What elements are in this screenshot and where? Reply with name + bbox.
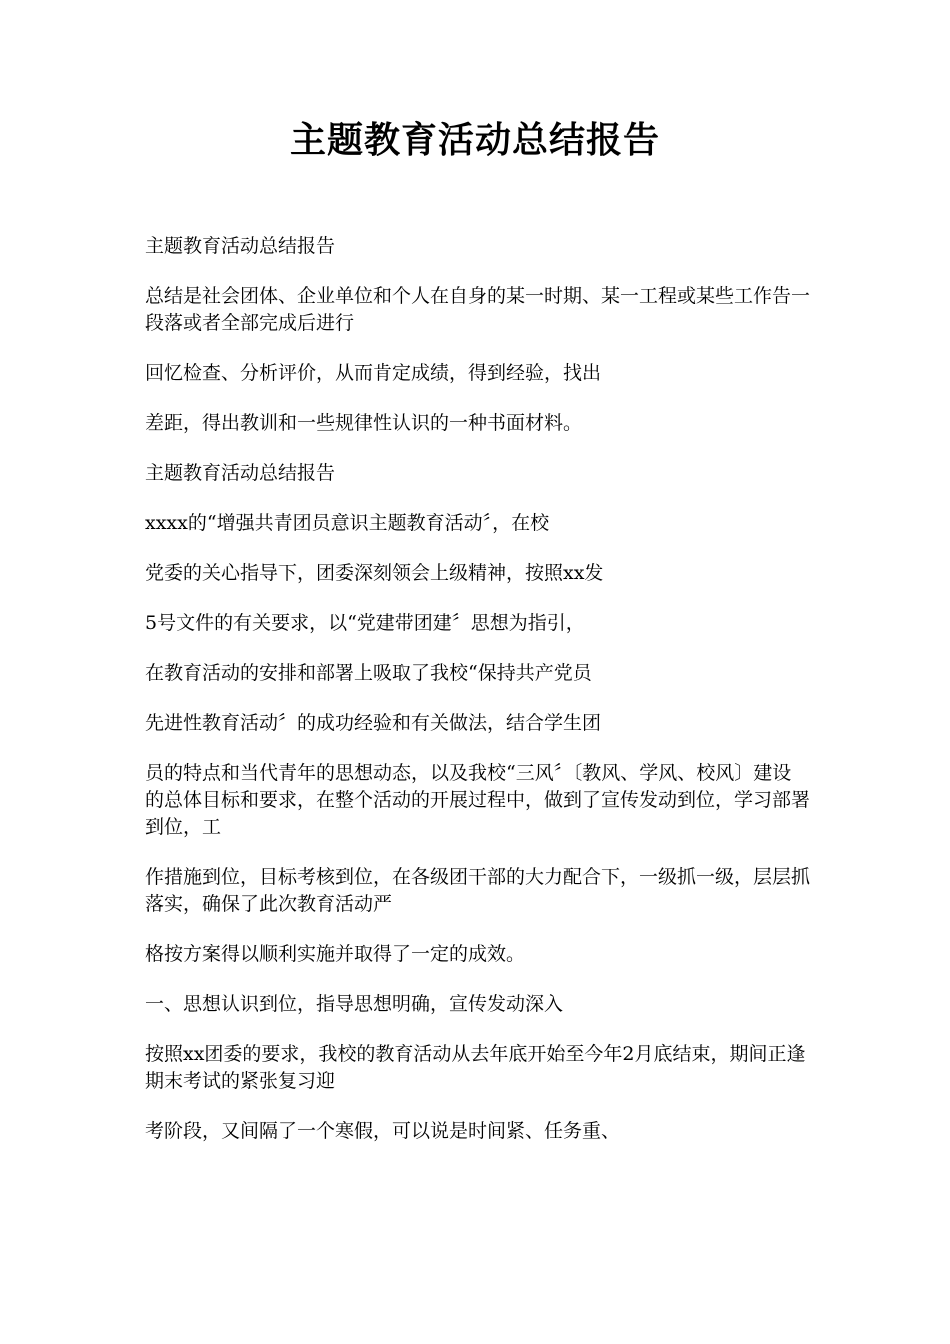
paragraph: 先进性教育活动〞的成功经验和有关做法，结合学生团 — [145, 712, 602, 734]
paragraph: 作措施到位，目标考核到位，在各级团干部的大力配合下，一级抓一级，层层抓落实，确保了此次教育活动严 — [145, 866, 811, 915]
paragraph: 5号文件的有关要求，以“党建带团建〞思想为指引， — [145, 612, 585, 634]
document-title: 主题教育活动总结报告 — [289, 119, 660, 161]
document-body — [145, 233, 810, 1168]
paragraph: 主题教育活动总结报告 — [145, 235, 336, 257]
paragraph: 主题教育活动总结报告 — [145, 462, 336, 484]
paragraph: 格按方案得以顺利实施并取得了一定的成效。 — [145, 943, 526, 965]
paragraph: 在教育活动的安排和部署上吸取了我校“保持共产党员 — [145, 662, 592, 684]
paragraph: 考阶段，又间隔了一个寒假，可以说是时间紧、任务重、 — [145, 1120, 621, 1142]
paragraph: 总结是社会团体、企业单位和个人在自身的某一时期、某一工程或某些工作告一段落或者全部完成后进行 — [145, 285, 811, 334]
section-heading: 一、思想认识到位，指导思想明确，宣传发动深入 — [145, 993, 564, 1015]
paragraph: 员的特点和当代青年的思想动态，以及我校“三风〞〔教风、学风、校风〕建设的总体目标和要求，在整个活动的开展过程中，做到了宣传发动到位，学习部署到位，工 — [145, 762, 811, 838]
paragraph: 差距，得出教训和一些规律性认识的一种书面材料。 — [145, 412, 583, 434]
paragraph: xxxx的“增强共青团员意识主题教育活动〞，在校 — [145, 512, 550, 534]
paragraph: 党委的关心指导下，团委深刻领会上级精神，按照xx发 — [145, 562, 604, 584]
paragraph: 按照xx团委的要求，我校的教育活动从去年底开始至今年2月底结束，期间正逢期末考试的紧张复习迎 — [145, 1043, 806, 1092]
paragraph: 回忆检查、分析评价，从而肯定成绩，得到经验，找出 — [145, 362, 602, 384]
